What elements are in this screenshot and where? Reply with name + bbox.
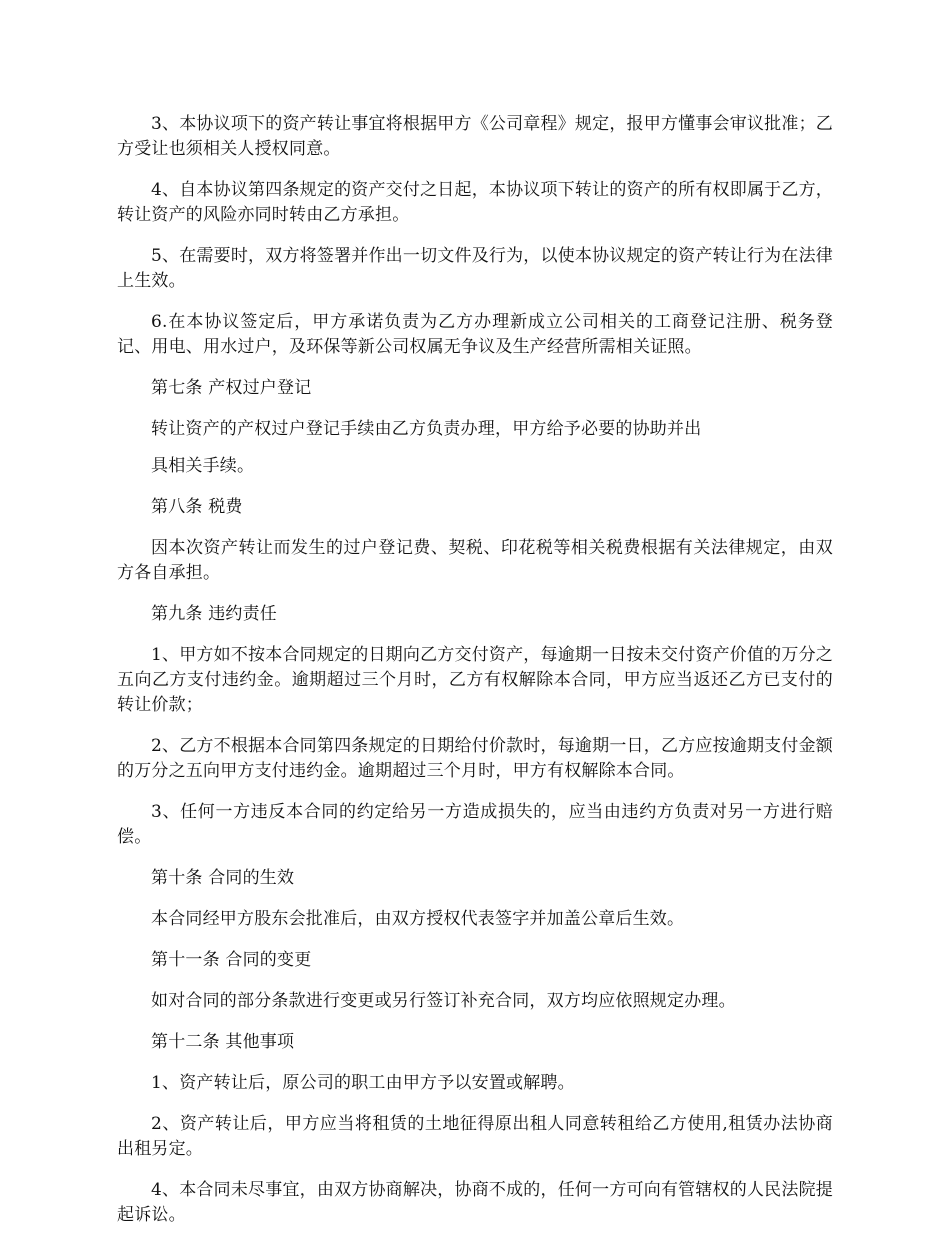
article-10-text: 本合同经甲方股东会批准后，由双方授权代表签字并加盖公章后生效。 [151,909,685,929]
clause-6-item-3: 3、本协议项下的资产转让事宜将根据甲方《公司章程》规定，报甲方懂事会审议批准；乙方受让也须相关人授权同意。 [117,114,833,159]
article-8-text: 因本次资产转让而发生的过户登记费、契税、印花税等相关税费根据有关法律规定，由双方各自承担。 [117,538,833,583]
article-9-heading: 第九条 违约责任 [151,604,278,624]
article-9-item-1: 1、甲方如不按本合同规定的日期向乙方交付资产，每逾期一日按未交付资产价值的万分之五向乙方支付违约金。逾期超过三个月时，乙方有权解除本合同，甲方应当返还乙方已支付的转让价款； [117,645,833,715]
article-7-heading: 第七条 产权过户登记 [151,378,312,398]
article-12-item-1: 1、资产转让后，原公司的职工由甲方予以安置或解聘。 [151,1073,575,1093]
clause-6-item-6: 6.在本协议签定后，甲方承诺负责为乙方办理新成立公司相关的工商登记注册、税务登记、用电、用水过户，及环保等新公司权属无争议及生产经营所需相关证照。 [117,312,833,357]
document-body [117,112,833,1244]
article-11-heading: 第十一条 合同的变更 [151,950,312,970]
article-8-heading: 第八条 税费 [151,497,243,517]
clause-6-item-4: 4、自本协议第四条规定的资产交付之日起，本协议项下转让的资产的所有权即属于乙方，转让资产的风险亦同时转由乙方承担。 [117,180,833,225]
article-9-item-3: 3、任何一方违反本合同的约定给另一方造成损失的，应当由违约方负责对另一方进行赔偿。 [117,802,833,847]
article-12-item-4: 4、本合同未尽事宜，由双方协商解决，协商不成的，任何一方可向有管辖权的人民法院提起诉讼。 [117,1180,833,1225]
article-12-heading: 第十二条 其他事项 [151,1032,295,1052]
clause-6-item-5: 5、在需要时，双方将签署并作出一切文件及行为，以使本协议规定的资产转让行为在法律上生效。 [117,246,833,291]
article-9-item-2: 2、乙方不根据本合同第四条规定的日期给付价款时，每逾期一日，乙方应按逾期支付金额的万分之五向甲方支付违约金。逾期超过三个月时，甲方有权解除本合同。 [117,736,833,781]
article-7-text-line-2: 具相关手续。 [151,456,255,476]
article-11-text: 如对合同的部分条款进行变更或另行签订补充合同，双方均应依照规定办理。 [151,991,736,1011]
article-10-heading: 第十条 合同的生效 [151,868,295,888]
article-12-item-2: 2、资产转让后，甲方应当将租赁的土地征得原出租人同意转租给乙方使用,租赁办法协商出租另定。 [117,1114,833,1159]
article-7-text-line-1: 转让资产的产权过户登记手续由乙方负责办理，甲方给予必要的协助并出 [151,419,702,439]
